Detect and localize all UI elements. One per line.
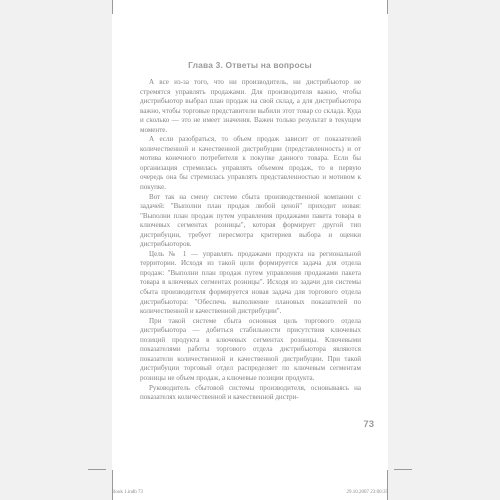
chapter-header: Глава 3. Ответы на вопросы [188, 60, 312, 70]
slug-file-info: Book 1.indb 73 [112, 490, 143, 495]
crop-mark-top-right [387, 0, 388, 14]
page-number: 73 [363, 419, 374, 430]
paragraph: Руководитель сбытовой системы производителя, основываясь на показателях количественной и качественной дистри- [140, 383, 361, 402]
paragraph: А все из-за того, что ни производитель, ни дистрибьютор не стремятся управлять продажами. Для производителя важно, чтобы дистрибьютор выбрал план продаж на свой склад, а для дистрибьютора важно, чтобы торговые представители выбили этот товар со склада. Куда и сколько — это не имеет значения. Важен только результат в текущем моменте. [140, 78, 361, 134]
paragraph: Вот так на смену системе сбыта производственной компании с задачей: "Выполни план продаж любой ценой" приходит новая: "Выполни план продаж путем управления продажами пакета товара в ключевых сегментах розницы", которая формирует другой тип дистрибуции, требует пересмотра критериев выбора и оценки дистрибьюторов. [140, 192, 361, 249]
paragraph: Цель № 1 — управлять продажами продукта на региональной территории. Исходя из такой цели формируется задача для отдела продаж: "Выполни план продаж путем управления продажами пакета товара в ключевых сегментах розницы". Исходя из задачи для системы сбыта производителя формируется новая задача для торгового отдела дистрибьютора: "Обеспечь выполнение плановых показателей по количественной и качественной дистрибуции". [140, 249, 361, 316]
crop-mark-right-bottom [394, 469, 412, 470]
crop-mark-top-left [112, 0, 113, 14]
paragraph: А если разобраться, то объем продаж зависит от показателей количественной и качественной дистрибуции (представленность) и от мотива конечного потребителя к покупке данного товара. Если бы организация стремилась управлять объемом продаж, то в первую очередь она бы стремилась управлять представленностью и мотивом к покупке. [140, 135, 361, 192]
slug-timestamp: 29.10.2007 23:00:35 [346, 490, 388, 495]
crop-mark-left-bottom [88, 469, 106, 470]
body-text [140, 78, 361, 403]
paragraph: При такой системе сбыта основная цель торгового отдела дистрибьютора — добиться стабильности присутствия ключевых позиций продукта в ключевых сегментах розницы. Ключевыми показателями работы торгового отдела дистрибьютора являются показатели количественной и качественной дистрибуции. При такой дистрибуции торговый отдел распределяет по ключевым сегментам розницы не объем продаж, а ключевые позиции продукта. [140, 316, 361, 382]
